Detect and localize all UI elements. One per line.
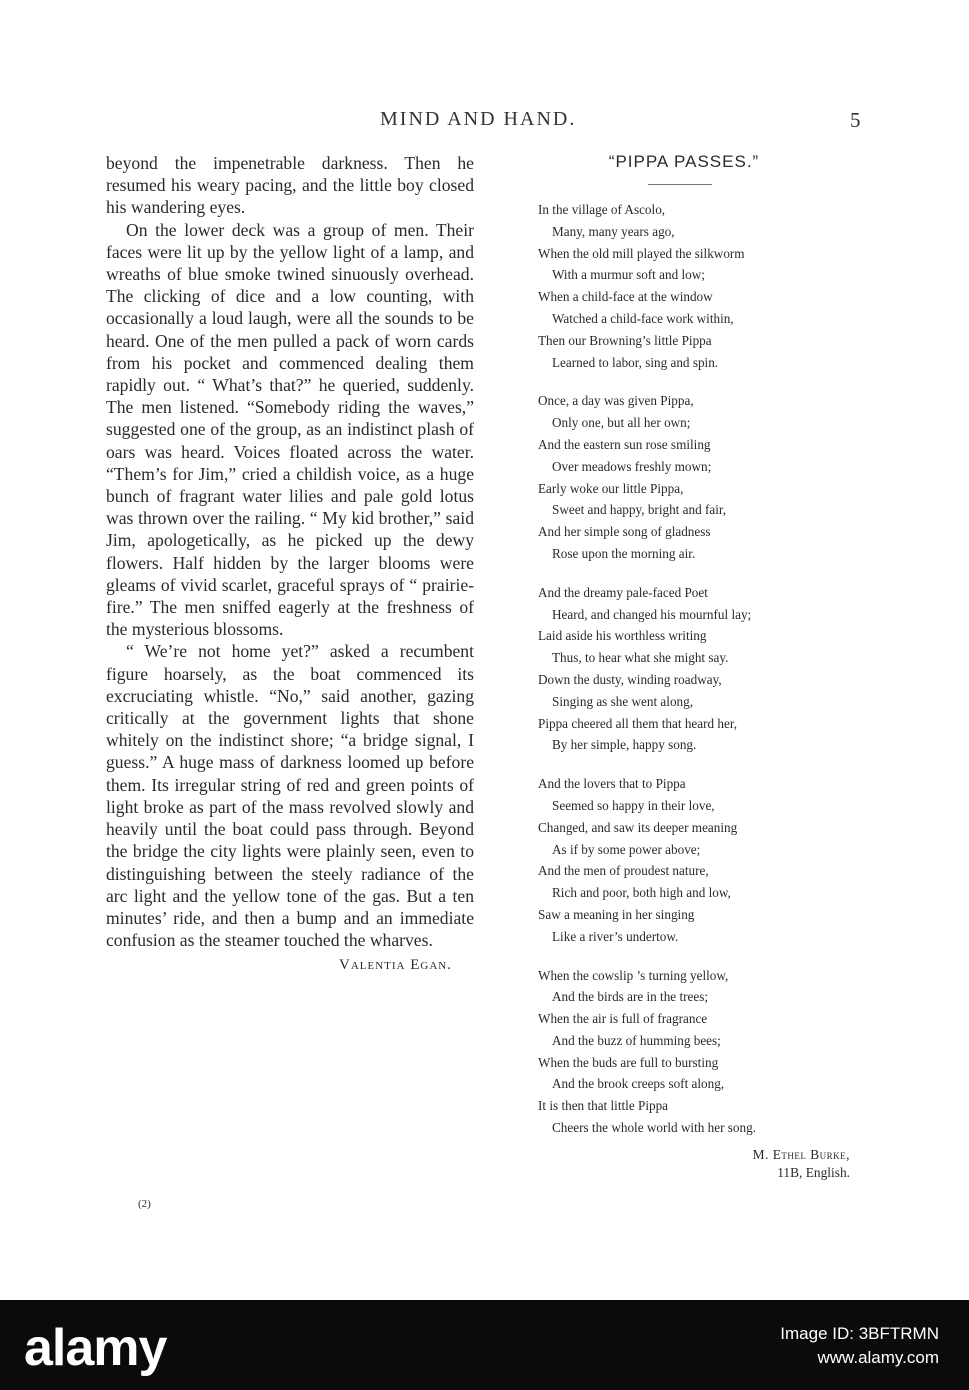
poem-line: And the eastern sun rose smiling bbox=[538, 436, 711, 452]
poem-line: Watched a child-face work within, bbox=[552, 310, 734, 326]
poem-line: By her simple, happy song. bbox=[552, 737, 697, 753]
poem-line: Changed, and saw its deeper meaning bbox=[538, 819, 738, 835]
poem-line: Laid aside his worthless writing bbox=[538, 628, 707, 644]
journal-title: MIND AND HAND. bbox=[380, 108, 577, 130]
poem-line: Thus, to hear what she might say. bbox=[552, 650, 729, 666]
stock-logo: alamy bbox=[24, 1319, 167, 1377]
poem-line: And the buzz of humming bees; bbox=[552, 1032, 721, 1048]
poem-line: And the men of proudest nature, bbox=[538, 863, 709, 879]
poem-line: Early woke our little Pippa, bbox=[538, 480, 684, 496]
poem-line: Many, many years ago, bbox=[552, 223, 675, 239]
poem-line: When the cowslip ’s turning yellow, bbox=[538, 967, 729, 983]
poem-line: Then our Browning’s little Pippa bbox=[538, 332, 712, 348]
poem-line: And the brook creeps soft along, bbox=[552, 1076, 725, 1092]
story-column bbox=[106, 152, 474, 974]
story-paragraph: beyond the impenetrable darkness. Then he resumed his weary pacing, and the little boy closed his wandering eyes. bbox=[106, 153, 474, 218]
story-author: Valentia Egan. bbox=[339, 957, 452, 974]
poem-line: Cheers the whole world with her song. bbox=[552, 1120, 757, 1136]
poem-line: Down the dusty, winding roadway, bbox=[538, 671, 722, 687]
poem-line: Over meadows freshly mown; bbox=[552, 458, 712, 474]
poem-stanza bbox=[538, 773, 850, 947]
poem-stanza bbox=[538, 965, 850, 1139]
poem-line: Like a river’s undertow. bbox=[552, 928, 679, 944]
story-paragraph: On the lower deck was a group of men. Their faces were lit up by the yellow light of a lamp, and wreaths of blue smoke twined sinuously overhead. The clicking of dice and a low counting, with occasionally a loud laugh, were all the sounds to be heard. One of the men pulled a pack of worn cards from his pocket and commenced dealing them rapidly out. “ What’s that?” he queried, suddenly. The men listened. “Somebody riding the waves,” suggested one of the group, as an indistinct plash of oars was heard. Voices floated across the water. “Them’s for Jim,” cried a childish voice, as a huge bunch of fragrant water lilies and pale gold lotus was thrown over the railing. “ My kid brother,” said Jim, apologetically, as he picked up the dewy flowers. Half hidden by the larger blooms were gleams of vivid scarlet, graceful sprays of “ prairie-fire.” The men sniffed eagerly at the freshness of the mysterious blossoms. bbox=[106, 219, 474, 640]
page-number: 5 bbox=[850, 108, 861, 132]
poem-line: Learned to labor, sing and spin. bbox=[552, 354, 719, 370]
poem-stanza bbox=[538, 582, 850, 756]
poem-line: And the lovers that to Pippa bbox=[538, 776, 686, 792]
poem-body bbox=[538, 199, 850, 1139]
stock-watermark-bar bbox=[0, 1300, 969, 1390]
poem-line: Heard, and changed his mournful lay; bbox=[552, 606, 752, 622]
poem-line: Pippa cheered all them that heard her, bbox=[538, 715, 738, 731]
poem-line: Saw a meaning in her singing bbox=[538, 906, 695, 922]
poem-line: Rich and poor, both high and low, bbox=[552, 885, 731, 901]
poem-line: Sweet and happy, bright and fair, bbox=[552, 502, 727, 518]
poem-line: And the birds are in the trees; bbox=[552, 989, 709, 1005]
poem-line: And her simple song of gladness bbox=[538, 524, 711, 540]
poem-line: With a murmur soft and low; bbox=[552, 267, 705, 283]
poem-line: It is then that little Pippa bbox=[538, 1098, 669, 1114]
poem-line: Singing as she went along, bbox=[552, 693, 694, 709]
poem-line: When the buds are full to bursting bbox=[538, 1054, 719, 1070]
title-divider bbox=[648, 184, 712, 185]
poem-line: When the air is full of fragrance bbox=[538, 1011, 708, 1027]
stock-image-id bbox=[780, 1322, 939, 1370]
story-paragraph: “ We’re not home yet?” asked a recumbent figure hoarsely, as the boat commenced its excruciating whistle. “No,” said another, gazing critically at the government lights that shone whitely on the indistinct shore; “a bridge signal, I guess.” A huge mass of darkness loomed up before them. Its irregular string of red and green points of light broke as part of the mass revolved slowly and heavily until the boat could pass through. Beyond the bridge the city lights were plainly seen, even to distinguishing between the steely radiance of the arc light and the yellow tone of the gas. But a ten minutes’ ride, and then a bump and an immediate confusion as the steamer touched the wharves. bbox=[106, 641, 474, 951]
poem-title: “PIPPA PASSES.” bbox=[608, 152, 760, 171]
footnote-marker: (2) bbox=[138, 1198, 151, 1210]
poem-line: When a child-face at the window bbox=[538, 289, 713, 305]
poem-stanza bbox=[538, 390, 850, 564]
page-header bbox=[0, 108, 969, 138]
stock-url: www.alamy.com bbox=[817, 1348, 939, 1367]
poem-line: Only one, but all her own; bbox=[552, 415, 691, 431]
poem-line: When the old mill played the silkworm bbox=[538, 245, 745, 261]
poem-column bbox=[538, 152, 850, 1182]
poem-stanza bbox=[538, 199, 850, 373]
poem-line: As if by some power above; bbox=[552, 841, 701, 857]
poem-line: Once, a day was given Pippa, bbox=[538, 393, 694, 409]
poem-line: In the village of Ascolo, bbox=[538, 202, 666, 217]
poem-author: M. Ethel Burke, bbox=[752, 1146, 850, 1162]
poem-author-class: 11B, English. bbox=[777, 1164, 850, 1180]
poem-line: Seemed so happy in their love, bbox=[552, 797, 715, 813]
image-id-label: Image ID: 3BFTRMN bbox=[780, 1324, 939, 1343]
poem-line: And the dreamy pale-faced Poet bbox=[538, 584, 708, 600]
poem-line: Rose upon the morning air. bbox=[552, 545, 696, 561]
